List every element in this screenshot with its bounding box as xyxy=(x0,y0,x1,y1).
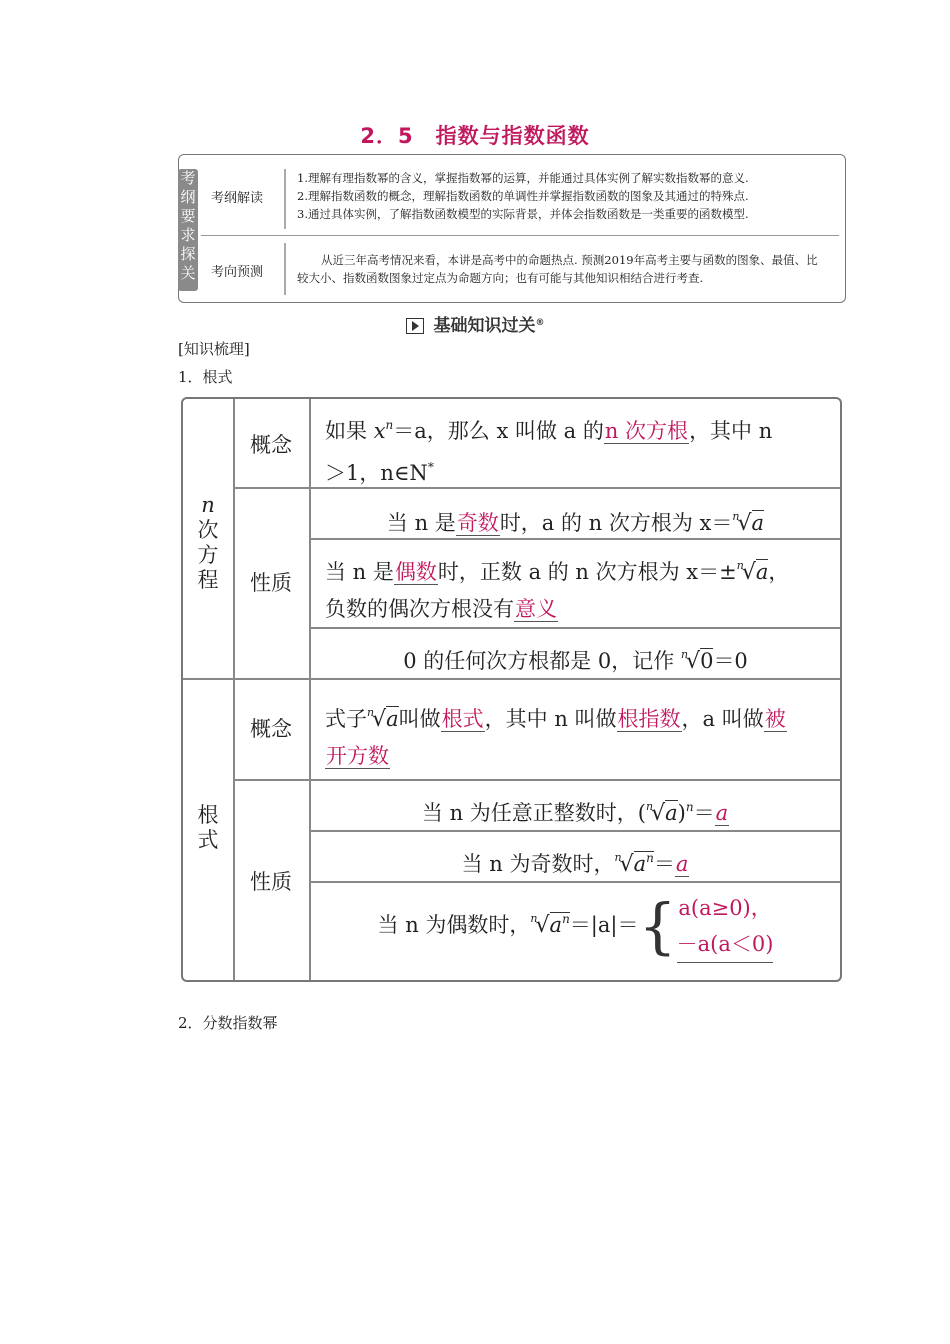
answer-nth-root: n 次方根 xyxy=(604,419,689,443)
nth-root-definition: 如果 $x^n=a$，那么 x 叫做 a 的n 次方根，其中 n ＞1，n∈N* xyxy=(325,418,773,485)
syllabus-row xyxy=(201,161,839,236)
answer-a-2: a xyxy=(675,852,689,876)
radical-table xyxy=(181,397,842,982)
odd-root-of-power-rule: 当 n 为奇数时，$^n√a^n=a$ xyxy=(461,851,689,877)
even-root-rule: 当 n 是偶数时，正数 a 的 n 次方根为 x＝±$^n$√a， 负数的偶次方根没有意义 xyxy=(325,559,790,621)
answer-even: 偶数 xyxy=(394,560,437,584)
requirements-box xyxy=(178,154,846,303)
forecast-text: 从近三年高考情况来看，本讲是高考中的命题热点. 预测2019年高考主要与函数的图象、最值、比较大小、指数函数图象过定点为命题方向；也有可能与其他知识相结合进行考查. xyxy=(297,253,818,285)
forecast-label: 考向预测 xyxy=(211,265,264,280)
forecast-row xyxy=(201,237,839,301)
section-heading-2: 2．分数指数幂 xyxy=(178,1014,278,1032)
section-banner: 基础知识过关® xyxy=(0,311,950,336)
section-tag: [知识梳理] xyxy=(178,340,250,358)
property-label-2: 性质 xyxy=(250,870,292,894)
requirements-tab: 考 纲 要 求 探 关 xyxy=(178,169,198,291)
syllabus-text: 1.理解有理指数幂的含义，掌握指数幂的运算，并能通过具体实例了解实数指数幂的意义. 2.理解指数函数的概念，理解指数函数的单调性并掌握指数函数的图象及其通过的特殊点. 3.通过具体实例，了解指数函数模型的实际背景，并体会指数函数是一类重要的函数模型. xyxy=(297,171,749,221)
property-label-1: 性质 xyxy=(250,571,292,595)
syllabus-label: 考纲解读 xyxy=(211,191,264,206)
answer-radicand-1: 被 xyxy=(764,707,786,731)
page-title: 2．5 指数与指数函数 xyxy=(360,124,590,148)
answer-odd: 奇数 xyxy=(456,511,499,535)
answer-radicand-2: 开方数 xyxy=(326,744,389,768)
concept-label-1: 概念 xyxy=(250,433,292,457)
radical-definition: 式子$^n$√a叫做根式，其中 n 叫做根指数，a 叫做被 开方数 xyxy=(325,706,786,768)
zero-root-rule: 0 的任何次方根都是 0，记作 $^n$√0＝0 xyxy=(403,648,748,674)
section-heading-1: 1．根式 xyxy=(178,368,233,386)
even-root-of-power-rule: 当 n 为偶数时，$^n√a^n=|a|=${ a(a≥0)， －a(a＜0) xyxy=(377,891,774,962)
power-of-root-rule: 当 n 为任意正整数时，$(^n√a)^n=a$ xyxy=(421,800,729,826)
answer-a-1: a xyxy=(715,801,729,825)
concept-label-2: 概念 xyxy=(250,717,292,741)
answer-meaning: 意义 xyxy=(515,597,557,621)
case-negative: －a(a＜0) xyxy=(677,926,774,963)
group-label-nth-root: n 次 方 程 xyxy=(197,493,219,592)
case-nonnegative: a(a≥0)， xyxy=(678,896,772,920)
answer-radical: 根式 xyxy=(441,707,484,731)
play-icon xyxy=(406,318,424,334)
group-label-radical: 根 式 xyxy=(197,803,219,852)
odd-root-rule: 当 n 是奇数时，a 的 n 次方根为 x＝$^n$√a xyxy=(386,510,765,536)
answer-root-index: 根指数 xyxy=(617,707,681,731)
